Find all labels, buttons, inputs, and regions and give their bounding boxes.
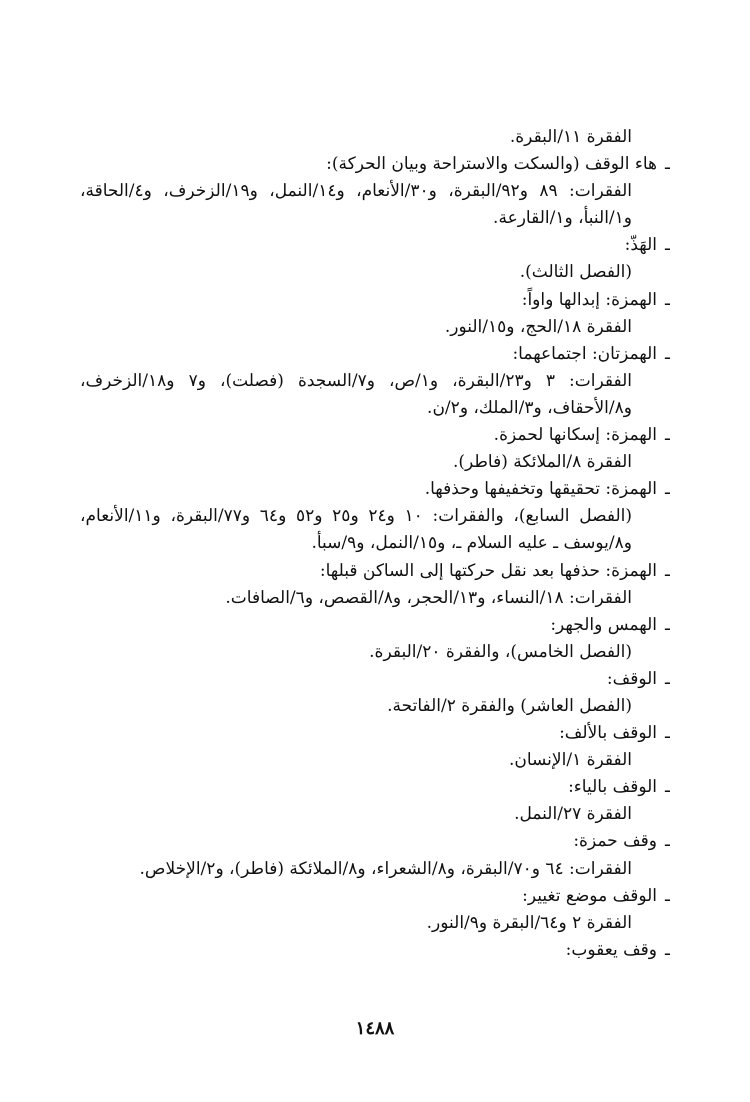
entry-text: و١/النبأ، و١/القارعة. <box>493 208 632 229</box>
entry-dash: ـ <box>665 668 670 689</box>
entry-text: الوقف موضع تغيير: <box>522 885 658 906</box>
entry-text: هاء الوقف (والسكت والاستراحة وبيان الحركة): <box>326 154 658 175</box>
entry-heading <box>80 612 670 639</box>
entry-text: الهمزة: حذفها بعد نقل حركتها إلى الساكن قبلها: <box>319 560 658 581</box>
entry-reference <box>80 530 670 557</box>
entry-reference <box>80 856 670 883</box>
entry-text: الوقف بالياء: <box>568 777 658 798</box>
index-entries <box>80 124 670 964</box>
entry-text: الفقرات: ٣ و٢٣/البقرة، و١/ص، و٧/السجدة (فصلت)، و٧ و١٨/الزخرف، <box>80 370 632 391</box>
entry-reference <box>80 449 670 476</box>
entry-text: الهمزة: إبدالها واواً: <box>521 289 658 310</box>
entry-text: الفقرة ٨/الملائكة (فاطر). <box>452 452 632 473</box>
entry-text: الفقرات: ٦٤ و٧٠/البقرة، و٨/الشعراء، و٨/الملائكة (فاطر)، و٢/الإخلاص. <box>139 858 632 879</box>
entry-text: (الفصل السابع)، والفقرات: ١٠ و٢٤ و٢٥ و٥٢ و٦٤ و٧٧/البقرة، و١١/الأنعام، <box>80 506 632 527</box>
entry-text: الفقرة ٢ و٦٤/البقرة و٩/النور. <box>426 912 632 933</box>
entry-text: الهمس والجهر: <box>550 614 658 635</box>
entry-reference <box>80 503 670 530</box>
entry-heading <box>80 232 670 259</box>
entry-text: و٨/يوسف ـ عليه السلام ـ، و١٥/النمل، و٩/سبأ. <box>311 533 632 554</box>
entry-reference <box>80 395 670 422</box>
entry-text: الهمزة: إسكانها لحمزة. <box>493 425 658 446</box>
entry-reference <box>80 639 670 666</box>
entry-reference <box>80 585 670 612</box>
entry-text: الهمزة: تحقيقها وتخفيفها وحذفها. <box>424 479 658 500</box>
entry-dash: ـ <box>665 723 670 744</box>
entry-heading <box>80 422 670 449</box>
entry-dash: ـ <box>665 154 670 175</box>
entry-heading <box>80 937 670 964</box>
entry-reference <box>80 910 670 937</box>
entry-dash: ـ <box>665 777 670 798</box>
entry-reference <box>80 368 670 395</box>
entry-text: (الفصل الخامس)، والفقرة ٢٠/البقرة. <box>369 641 632 662</box>
entry-text: وقف حمزة: <box>573 831 658 852</box>
page-number: ١٤٨٨ <box>355 1018 395 1039</box>
entry-dash: ـ <box>665 885 670 906</box>
entry-dash: ـ <box>665 831 670 852</box>
entry-reference <box>80 259 670 286</box>
entry-text: الفقرات: ٨٩ و٩٢/البقرة، و٣٠/الأنعام، و١٤/النمل، و١٩/الزخرف، و٤/الحاقة، <box>80 181 632 202</box>
entry-heading <box>80 666 670 693</box>
entry-dash: ـ <box>665 939 670 960</box>
entry-heading <box>80 341 670 368</box>
entry-reference <box>80 124 670 151</box>
entry-dash: ـ <box>665 479 670 500</box>
entry-text: الفقرة ١/الإنسان. <box>508 750 632 771</box>
entry-heading <box>80 476 670 503</box>
entry-text: (الفصل العاشر) والفقرة ٢/الفاتحة. <box>387 695 632 716</box>
entry-heading <box>80 883 670 910</box>
entry-text: الفقرة ٢٧/النمل. <box>514 804 632 825</box>
entry-text: الوقف: <box>606 668 658 689</box>
entry-text: الوقف بالألف: <box>559 723 658 744</box>
entry-reference <box>80 205 670 232</box>
entry-text: (الفصل الثالث). <box>519 262 632 283</box>
entry-reference <box>80 178 670 205</box>
entry-dash: ـ <box>665 289 670 310</box>
entry-dash: ـ <box>665 235 670 256</box>
entry-dash: ـ <box>665 425 670 446</box>
entry-heading <box>80 720 670 747</box>
entry-heading <box>80 558 670 585</box>
entry-reference <box>80 801 670 828</box>
entry-heading <box>80 828 670 855</box>
entry-reference <box>80 747 670 774</box>
entry-text: الهَذّ: <box>624 235 658 256</box>
entry-text: الفقرة ١١/البقرة. <box>509 127 632 147</box>
entry-dash: ـ <box>665 560 670 581</box>
entry-text: الفقرة ١٨/الحج، و١٥/النور. <box>444 316 632 337</box>
entry-text: و٨/الأحقاف، و٣/الملك، و٢/ن. <box>427 397 632 418</box>
entry-text: وقف يعقوب: <box>565 939 658 960</box>
entry-text: الفقرات: ١٨/النساء، و١٣/الحجر، و٨/القصص، و٦/الصافات. <box>225 587 632 608</box>
entry-reference <box>80 314 670 341</box>
entry-heading <box>80 151 670 178</box>
entry-dash: ـ <box>665 343 670 364</box>
entry-reference <box>80 693 670 720</box>
entry-heading <box>80 774 670 801</box>
entry-dash: ـ <box>665 614 670 635</box>
entry-text: الهمزتان: اجتماعهما: <box>512 343 658 364</box>
entry-heading <box>80 287 670 314</box>
